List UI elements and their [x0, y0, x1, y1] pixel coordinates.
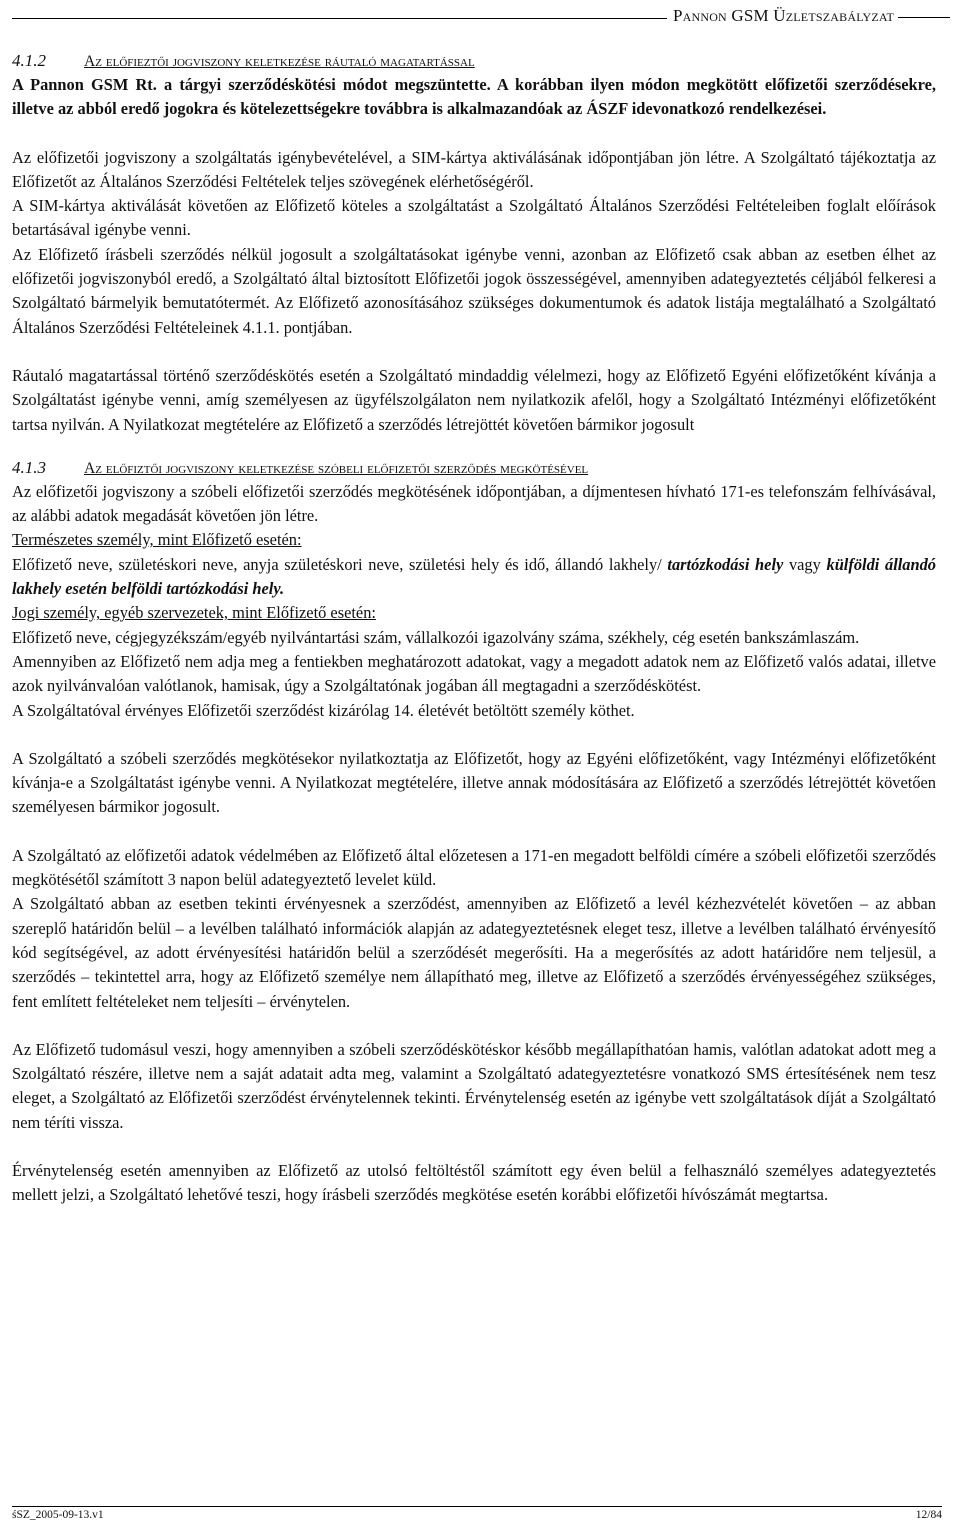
natural-text: Előfizető neve, születéskori neve, anyja születéskori neve, születési hely és idő, állandó lakhely/ [12, 554, 662, 574]
emphasis-text: tartózkodási hely [667, 554, 784, 574]
legal-person-data: Előfizető neve, cégjegyzékszám/egyéb nyilvántartási szám, vállalkozói igazolvány száma, székhely, cég esetén bankszámlaszám. [12, 627, 860, 647]
subheading-legal-person: Jogi személy, egyéb szervezetek, mint Előfizető esetén: [12, 603, 376, 623]
paragraph: A Szolgáltatóval érvényes Előfizetői szerződést kizárólag 14. életévét betöltött személy köthet. [12, 700, 635, 720]
paragraph: A Szolgáltató abban az esetben tekinti érvényesnek a szerződést, amennyiben az Előfizető a levél kézhezvételét követően – az abban szereplő határidőn belül – a levélben található információk alapján az adategyeztetésnek eleget tesz, illetve a levélben található érvényesítő kód segítségével, az adott érvényesítési határidőn belül a szerződését megerősíti. Ha a megerősítés az adott határidőre nem teljesül, a szerződés – tekintettel arra, hogy az Előfizető személye nem állapítható meg, illetve az Előfizető a szerződés érvényességéhez szükséges, fent említett feltételeket nem teljesíti – érvénytelen. [12, 894, 936, 1011]
section-title: Az előfiztői jogviszony keletkezése szóbeli előfizetői szerződés megkötésével [84, 459, 589, 477]
paragraph: Érvénytelenség esetén amennyiben az Előfizető az utolsó feltöltéstől számított egy éven belül a felhasználó személyes adategyeztetés mellett jelzi, a Szolgáltató lehetővé teszi, hogy írásbeli szerződés megkötése esetén korábbi előfizetői hívószámát megtartsa. [12, 1160, 936, 1205]
paragraph: Ráutaló magatartással történő szerződéskötés esetén a Szolgáltató mindaddig vélelmezi, hogy az Előfizető Egyéni előfizetőként kívánja a Szolgáltatást igénybe venni, amíg személyesen az ügyfélszolgálaton nem nyilatkozik afelől, hogy a Szolgáltató Intézményi előfizetőként tartsa nyilván. A Nyilatkozat megtételére az Előfizető a szerződés létrejöttét követően bármikor jogosult [12, 365, 936, 434]
section-heading-412 [12, 50, 936, 73]
document-body [12, 50, 936, 1208]
section-title: Az előfieztői jogviszony keletkezése ráutaló magatartással [84, 53, 475, 70]
natural-person-data [12, 553, 936, 602]
section-heading-413 [12, 457, 936, 480]
section-number: 4.1.3 [12, 457, 46, 477]
paragraph: A SIM-kártya aktiválását követően az Előfizető köteles a szolgáltatást a Szolgáltató Általános Szerződési Feltételeiben foglalt előírások betartásával igénybe venni. [12, 196, 936, 240]
paragraph: Az előfizetői jogviszony a szolgáltatás igénybevételével, a SIM-kártya aktiválásának időpontjában jön létre. A Szolgáltató tájékoztatja az Előfizetőt az Általános Szerződési Feltételek teljes szövegének elérhetőségéről. [12, 147, 936, 191]
emphasis-text: külföldi állandó lakhely esetén belföldi tartózkodási hely. [12, 554, 936, 599]
paragraph: Az előfizetői jogviszony a szóbeli előfizetői szerződés megkötésének időpontjában, a díjmentesen hívható 171-es telefonszám felhívásával, az alábbi adatok megadását követően jön létre. [12, 481, 936, 526]
section-number: 4.1.2 [12, 51, 46, 70]
page-number: 12/84 [915, 1509, 942, 1521]
page-header [12, 4, 950, 30]
paragraph: Az Előfizető írásbeli szerződés nélkül jogosult a szolgáltatásokat igénybe venni, azonban az Előfizető csak abban az esetben élhet az előfizetői jogviszonyból eredő, a Szolgáltató által biztosított Előfizetői jogok összességével, amennyiben adategyeztetés céljából felkeresi a Szolgáltató bármelyik bemutatótermét. Az Előfizető azonosításához szükséges dokumentumok és adatok listája megtalálható a Szolgáltató Általános Szerződési Feltételeinek 4.1.1. pontjában. [12, 244, 936, 337]
subheading-natural-person: Természetes személy, mint Előfizető esetén: [12, 530, 302, 550]
connector-text: vagy [783, 554, 827, 574]
paragraph: Az Előfizető tudomásul veszi, hogy amennyiben a szóbeli szerződéskötéskor később megállapíthatóan hamis, valótlan adatokat adott meg a Szolgáltató részére, illetve nem a saját adatait adta meg, valamint a Szolgáltató adategyeztetésre vonatkozó SMS értesítésének nem tesz eleget, a Szolgáltató az Előfizetői szerződést érvénytelennek tekinti. Érvénytelenség esetén az igénybe vett szolgáltatások díját a Szolgáltató nem téríti vissza. [12, 1039, 936, 1132]
paragraph: Amennyiben az Előfizető nem adja meg a fentiekben meghatározott adatokat, vagy a megadott adatok nem az Előfizető valós adatai, illetve azok nyilvánvalóan valótlanok, hamisak, úgy a Szolgáltatónak jogában áll megtagadni a szerződéskötést. [12, 651, 936, 696]
paragraph: A Szolgáltató a szóbeli szerződés megkötésekor nyilatkoztatja az Előfizetőt, hogy az Egyéni előfizetőként, vagy Intézményi előfizetőként kívánja-e a Szolgáltatást igénybe venni. A Nyilatkozat megtételére, illetve annak módosítására az Előfizető a szerződés létrejöttét követően személyesen bármikor jogosult. [12, 748, 936, 817]
document-version: śSZ_2005-09-13.v1 [12, 1509, 104, 1521]
page-footer [12, 1506, 942, 1526]
paragraph: A Szolgáltató az előfizetői adatok védelmében az Előfizető által előzetesen a 171-en megadott belföldi címére a szóbeli előfizetői szerződés megkötésétől számított 3 napon belül adategyeztető levelet küld. [12, 845, 936, 890]
bold-paragraph: A Pannon GSM Rt. a tárgyi szerződéskötési módot megszüntette. A korábban ilyen módon megkötött előfizetői szerződésekre, illetve az abból eredő jogokra és kötelezettségekre továbbra is alkalmazandóak az ÁSZF idevonatkozó rendelkezései. [12, 75, 936, 119]
footer-rule [12, 1506, 942, 1507]
header-title: Pannon GSM Üzletszabályzat [667, 6, 950, 26]
